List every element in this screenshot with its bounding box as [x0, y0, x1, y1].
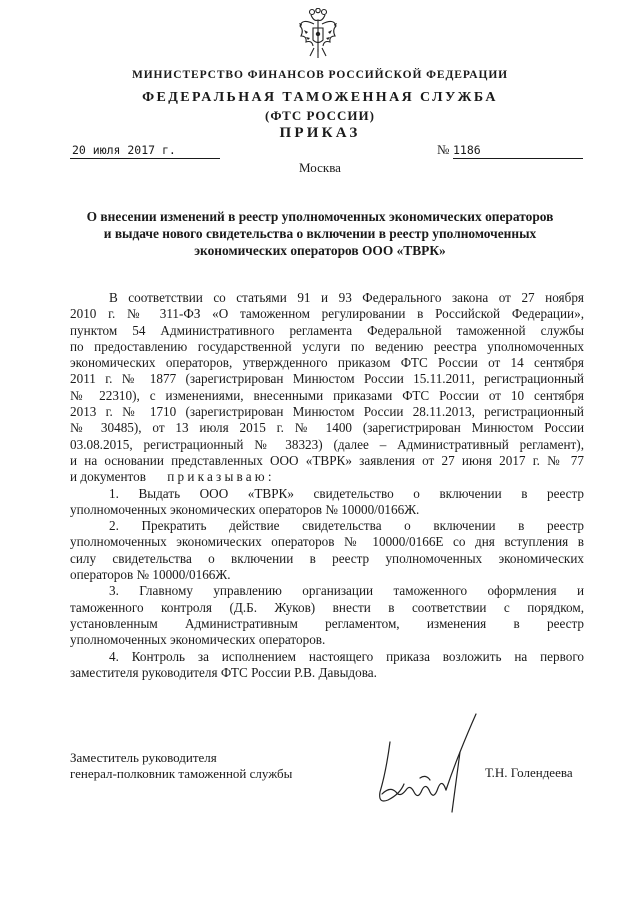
preamble-line: № 22310), с изменениями, внесенными приказами ФТС России от 10 сентября	[70, 387, 584, 403]
signatory-name: Т.Н. Голендеева	[485, 765, 573, 780]
item-3-line: уполномоченных экономических операторов.	[70, 632, 326, 648]
item-1-line: 1. Выдать ООО «ТВРК» свидетельство о включении в реестр	[109, 485, 584, 501]
ministry-name: МИНИСТЕРСТВО ФИНАНСОВ РОССИЙСКОЙ ФЕДЕРАЦИИ	[131, 69, 509, 81]
preamble-line: 2011 г. № 1877 (зарегистрирован Минюстом России 15.11.2011, регистрационный	[70, 371, 584, 387]
order-title	[40, 208, 600, 259]
item-2-line: операторов № 10000/0166Ж.	[70, 567, 231, 583]
item-4-line: 4. Контроль за исполнением настоящего приказа возложить на первого	[109, 648, 584, 664]
handwritten-signature	[360, 712, 490, 822]
preamble-line: № 30485), от 13 июля 2015 г. № 1400 (зарегистрирован Минюстом России	[70, 420, 584, 436]
document-type: ПРИКАЗ	[279, 125, 361, 141]
item-4-line: заместителя руководителя ФТС России Р.В. Давыдова.	[70, 664, 377, 680]
title-line: О внесении изменений в реестр уполномоченных экономических операторов	[86, 209, 554, 224]
item-2-line: 2. Прекратить действие свидетельства о включении в реестр	[109, 518, 584, 534]
title-line: экономических операторов ООО «ТВРК»	[194, 243, 446, 258]
order-body	[70, 290, 584, 681]
position-line: Заместитель руководителя	[70, 750, 217, 765]
signatory-position	[70, 750, 292, 782]
preamble-line: 03.08.2015, регистрационный № 38323) (далее – Административный регламент),	[70, 436, 584, 452]
preamble-line: и на основании представленных ООО «ТВРК» заявления от 27 июня 2017 г. № 77	[70, 452, 584, 468]
service-name: ФЕДЕРАЛЬНАЯ ТАМОЖЕННАЯ СЛУЖБА	[142, 90, 498, 105]
service-short-name: (ФТС РОССИИ)	[265, 108, 375, 123]
order-number: 1186	[453, 143, 583, 159]
city: Москва	[299, 160, 341, 175]
item-3-line: таможенного контроля (Д.Б. Жуков) внести в соответствии с порядком,	[70, 599, 584, 615]
item-3-line: установленным Административным регламентом, изменения в реестр	[70, 615, 584, 631]
item-2-line: силу свидетельства о включении в реестр уполномоченных экономических	[70, 550, 584, 566]
title-line: и выдаче нового свидетельства о включении в реестр уполномоченных	[103, 226, 537, 241]
item-2-line: уполномоченных экономических операторов № 10000/0166Е со дня вступления в	[70, 534, 584, 550]
item-1-line: уполномоченных экономических операторов № 10000/0166Ж.	[70, 501, 420, 517]
order-word: приказываю:	[167, 469, 275, 485]
preamble-line: В соответствии со статьями 91 и 93 Федерального закона от 27 ноября	[109, 290, 584, 305]
order-date: 20 июля 2017 г.	[70, 143, 220, 159]
preamble-line: по предоставлению государственной услуги по ведению реестра уполномоченных	[70, 338, 584, 354]
item-3-line: 3. Главному управлению организации таможенного оформления и	[109, 583, 584, 599]
preamble-end: и документов	[70, 469, 146, 485]
preamble-line: пунктом 54 Административного регламента Федеральной таможенной службы	[70, 322, 584, 338]
number-sign: №	[437, 142, 450, 157]
preamble-line: 2013 г. № 1710 (зарегистрирован Минюстом России 28.11.2013, регистрационный	[70, 404, 584, 420]
preamble-line: 2010 г. № 311-ФЗ «О таможенном регулировании в Российской Федерации»,	[70, 306, 584, 322]
preamble-final-line	[70, 469, 584, 485]
coat-of-arms-emblem	[298, 8, 338, 60]
position-line: генерал-полковник таможенной службы	[70, 766, 293, 781]
preamble-line: экономических операторов, утвержденного приказом ФТС России от 14 сентября	[70, 355, 584, 371]
